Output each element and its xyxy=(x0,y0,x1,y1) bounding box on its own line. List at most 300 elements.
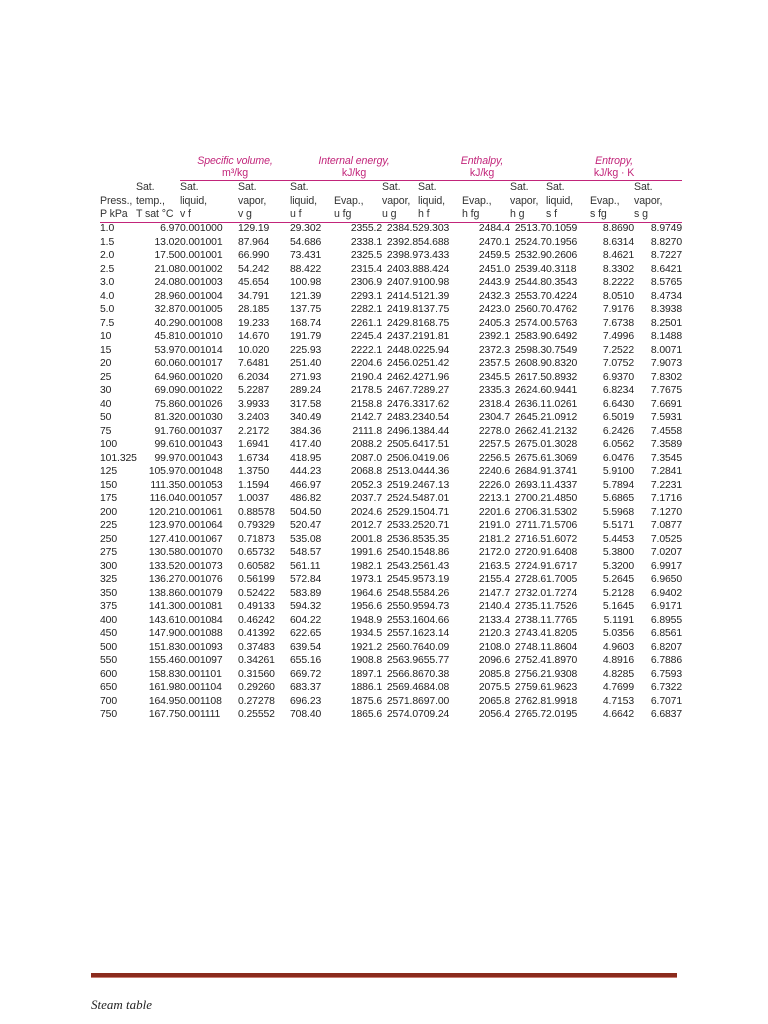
cell-sf: 1.2132 xyxy=(546,425,578,437)
cell-vf: 0.001037 xyxy=(180,425,223,437)
cell-ufg: 2068.8 xyxy=(350,466,382,478)
cell-hf: 520.71 xyxy=(418,520,450,532)
cell-p: 250 xyxy=(100,533,118,545)
table-row xyxy=(100,628,682,642)
cell-vg: 3.2403 xyxy=(238,412,270,424)
cell-uf: 622.65 xyxy=(290,628,322,640)
cell-hg: 2624.6 xyxy=(514,385,547,397)
cell-ufg: 2245.4 xyxy=(350,331,382,343)
cell-sf: 1.8205 xyxy=(546,628,578,640)
cell-sf: 0.5763 xyxy=(546,317,578,329)
cell-sfg: 5.3800 xyxy=(602,547,635,559)
cell-sg: 6.6837 xyxy=(650,709,683,721)
cell-vf: 0.001004 xyxy=(180,290,223,302)
cell-vg: 0.27278 xyxy=(238,695,275,707)
cell-hg: 2539.4 xyxy=(514,263,547,275)
cell-sg: 7.0525 xyxy=(650,533,683,545)
cell-t: 120.21 xyxy=(148,506,180,518)
cell-sf: 0.3543 xyxy=(546,277,578,289)
cell-ufg: 1982.1 xyxy=(350,560,382,572)
cell-ug: 2513.0 xyxy=(386,466,419,478)
table-row xyxy=(100,398,682,412)
cell-sf: 1.6072 xyxy=(546,533,578,545)
cell-ug: 2384.5 xyxy=(386,223,419,235)
cell-t: 105.97 xyxy=(148,466,180,478)
cell-t: 32.87 xyxy=(154,304,180,316)
cell-ufg: 2012.7 xyxy=(350,520,382,532)
cell-p: 125 xyxy=(100,466,118,478)
table-row xyxy=(100,385,682,399)
cell-hfg: 2133.4 xyxy=(478,614,511,626)
table-row xyxy=(100,601,682,615)
cell-vf: 0.001014 xyxy=(180,344,223,356)
internal-energy-header xyxy=(290,155,418,181)
cell-sf: 0.7549 xyxy=(546,344,578,356)
cell-uf: 520.47 xyxy=(290,520,322,532)
cell-vg: 0.37483 xyxy=(238,641,275,653)
cell-ufg: 1973.1 xyxy=(350,574,382,586)
cell-sfg: 7.6738 xyxy=(602,317,635,329)
cell-ufg: 1991.6 xyxy=(350,547,382,559)
cell-p: 1.0 xyxy=(100,223,115,235)
cell-ufg: 1908.8 xyxy=(350,655,382,667)
cell-t: 147.90 xyxy=(148,628,180,640)
cell-t: 99.97 xyxy=(154,452,180,464)
column-header-line: Sat. xyxy=(546,181,565,193)
cell-uf: 289.24 xyxy=(290,385,322,397)
cell-ufg: 2261.1 xyxy=(350,317,382,329)
cell-t: 53.97 xyxy=(154,344,180,356)
column-header-vg xyxy=(238,181,290,222)
cell-ug: 2536.8 xyxy=(386,533,419,545)
cell-ufg: 2037.7 xyxy=(350,493,382,505)
cell-sf: 1.5302 xyxy=(546,506,578,518)
cell-vf: 0.001008 xyxy=(180,317,223,329)
column-header-line: u f xyxy=(290,208,302,220)
cell-hfg: 2257.5 xyxy=(478,439,511,451)
cell-vf: 0.001088 xyxy=(180,628,223,640)
cell-vf: 0.001101 xyxy=(180,668,222,680)
cell-uf: 669.72 xyxy=(290,668,322,680)
cell-p: 10 xyxy=(100,331,112,343)
cell-hfg: 2056.4 xyxy=(478,709,511,721)
cell-uf: 583.89 xyxy=(290,587,322,599)
cell-sf: 0.8320 xyxy=(546,358,578,370)
cell-sf: 1.6717 xyxy=(546,560,578,572)
cell-ufg: 2306.9 xyxy=(350,277,382,289)
cell-ufg: 2204.6 xyxy=(350,358,382,370)
cell-vf: 0.001017 xyxy=(180,358,223,370)
cell-sf: 1.3069 xyxy=(546,452,578,464)
table-body xyxy=(100,222,682,722)
cell-hf: 604.66 xyxy=(418,614,450,626)
column-header-line: vapor, xyxy=(510,194,539,207)
column-header-sfg xyxy=(590,181,634,222)
cell-vf: 0.001053 xyxy=(180,479,223,491)
cell-ug: 2398.9 xyxy=(386,250,419,262)
table-row xyxy=(100,520,682,534)
cell-vf: 0.001022 xyxy=(180,385,223,397)
cell-sg: 7.2841 xyxy=(650,466,683,478)
cell-sfg: 7.9176 xyxy=(602,304,635,316)
cell-sf: 0.2606 xyxy=(546,250,578,262)
cell-vg: 34.791 xyxy=(238,290,270,302)
cell-ufg: 2024.6 xyxy=(350,506,382,518)
cell-ug: 2506.0 xyxy=(386,452,419,464)
cell-ug: 2524.5 xyxy=(386,493,419,505)
cell-p: 4.0 xyxy=(100,290,115,302)
cell-vg: 0.34261 xyxy=(238,655,275,667)
cell-sg: 6.9650 xyxy=(650,574,683,586)
cell-ug: 2563.9 xyxy=(386,655,419,667)
cell-uf: 535.08 xyxy=(290,533,322,545)
cell-hfg: 2096.6 xyxy=(478,655,511,667)
cell-sf: 0.1956 xyxy=(546,236,578,248)
cell-t: 69.09 xyxy=(154,385,180,397)
column-header-line: s f xyxy=(546,208,557,220)
cell-hg: 2711.7 xyxy=(515,520,547,532)
cell-hf: 419.06 xyxy=(418,452,450,464)
cell-ufg: 2142.7 xyxy=(350,412,382,424)
cell-vf: 0.001030 xyxy=(180,412,223,424)
cell-uf: 271.93 xyxy=(290,371,322,383)
cell-p: 225 xyxy=(100,520,118,532)
cell-ufg: 1886.1 xyxy=(350,682,382,694)
cell-vf: 0.001000 xyxy=(180,223,223,235)
cell-uf: 655.16 xyxy=(290,655,322,667)
cell-uf: 639.54 xyxy=(290,641,322,653)
internal-energy-unit: kJ/kg xyxy=(341,167,367,179)
cell-sfg: 6.9370 xyxy=(602,371,635,383)
cell-hf: 271.96 xyxy=(418,371,450,383)
cell-t: 91.76 xyxy=(154,425,180,437)
cell-t: 136.27 xyxy=(148,574,180,586)
cell-hf: 535.35 xyxy=(418,533,450,545)
cell-hfg: 2423.0 xyxy=(478,304,511,316)
column-header-ufg xyxy=(334,181,382,222)
cell-sf: 1.3741 xyxy=(546,466,578,478)
cell-hf: 251.42 xyxy=(418,358,450,370)
table-row xyxy=(100,533,682,547)
cell-uf: 251.40 xyxy=(290,358,322,370)
cell-uf: 88.422 xyxy=(290,263,322,275)
cell-hg: 2735.1 xyxy=(514,601,547,613)
cell-ufg: 1934.5 xyxy=(350,628,382,640)
table-row xyxy=(100,587,682,601)
table-row xyxy=(100,263,682,277)
cell-uf: 696.23 xyxy=(290,695,322,707)
cell-sf: 1.5706 xyxy=(546,520,578,532)
cell-uf: 340.49 xyxy=(290,412,322,424)
column-header-line: liquid, xyxy=(290,194,317,207)
cell-ug: 2560.7 xyxy=(386,641,419,653)
cell-sfg: 8.6314 xyxy=(602,236,635,248)
column-header-line: vapor, xyxy=(634,194,663,207)
cell-uf: 561.11 xyxy=(290,560,321,572)
cell-ug: 2574.0 xyxy=(386,709,419,721)
column-header-uf xyxy=(290,181,334,222)
cell-hf: 29.303 xyxy=(418,223,450,235)
specific-volume-unit: m³/kg xyxy=(222,167,248,179)
cell-hf: 504.71 xyxy=(418,506,450,518)
cell-hf: 88.424 xyxy=(418,263,450,275)
cell-sfg: 8.4621 xyxy=(602,250,635,262)
cell-t: 6.97 xyxy=(160,223,180,235)
enthalpy-unit: kJ/kg xyxy=(469,167,495,179)
cell-vg: 0.52422 xyxy=(238,587,275,599)
cell-hf: 573.19 xyxy=(418,574,450,586)
cell-uf: 683.37 xyxy=(290,682,322,694)
cell-ug: 2483.2 xyxy=(386,412,419,424)
cell-hfg: 2470.1 xyxy=(478,236,511,248)
cell-hf: 225.94 xyxy=(418,344,450,356)
enthalpy-header xyxy=(418,155,546,181)
cell-t: 64.96 xyxy=(154,371,180,383)
column-header-ug xyxy=(382,181,418,222)
cell-vf: 0.001093 xyxy=(180,641,223,653)
cell-ug: 2496.1 xyxy=(386,425,419,437)
specific-volume-title: Specific volume, xyxy=(197,155,273,167)
cell-ufg: 1875.6 xyxy=(350,695,382,707)
cell-t: 130.58 xyxy=(148,547,180,559)
cell-uf: 604.22 xyxy=(290,614,322,626)
cell-sfg: 5.1191 xyxy=(603,614,635,626)
cell-ug: 2557.1 xyxy=(386,628,419,640)
cell-t: 99.61 xyxy=(154,439,180,451)
cell-vg: 0.56199 xyxy=(238,574,275,586)
table-row xyxy=(100,250,682,264)
cell-sg: 6.7322 xyxy=(650,682,683,694)
cell-sg: 8.1488 xyxy=(650,331,683,343)
cell-sfg: 6.0562 xyxy=(602,439,635,451)
column-header-line xyxy=(590,181,634,195)
cell-p: 101.325 xyxy=(100,452,137,464)
table-row xyxy=(100,439,682,453)
cell-sg: 8.4734 xyxy=(650,290,683,302)
column-header-line: h f xyxy=(418,208,430,220)
cell-hg: 2724.9 xyxy=(514,560,547,572)
cell-t: 21.08 xyxy=(154,263,180,275)
cell-t: 28.96 xyxy=(154,290,180,302)
table-row xyxy=(100,371,682,385)
cell-p: 150 xyxy=(100,479,118,491)
cell-vg: 3.9933 xyxy=(238,398,270,410)
entropy-title: Entropy, xyxy=(595,155,633,167)
cell-ufg: 1948.9 xyxy=(350,614,382,626)
table-row xyxy=(100,425,682,439)
cell-sf: 1.7274 xyxy=(546,587,578,599)
cell-sg: 7.3589 xyxy=(650,439,683,451)
cell-vf: 0.001043 xyxy=(180,439,223,451)
cell-hf: 561.43 xyxy=(418,560,450,572)
cell-hf: 289.27 xyxy=(418,385,450,397)
cell-hg: 2684.9 xyxy=(514,466,547,478)
cell-hfg: 2075.5 xyxy=(478,682,511,694)
column-header-t xyxy=(136,181,180,222)
cell-sf: 1.7765 xyxy=(546,614,578,626)
table-row xyxy=(100,304,682,318)
cell-sfg: 8.8690 xyxy=(602,223,635,235)
cell-hf: 54.688 xyxy=(418,236,450,248)
column-header-line: v g xyxy=(238,208,252,220)
cell-hfg: 2451.0 xyxy=(478,263,511,275)
cell-sg: 6.7886 xyxy=(650,655,683,667)
cell-hg: 2617.5 xyxy=(514,371,547,383)
column-header-hg xyxy=(510,181,546,222)
cell-hg: 2716.5 xyxy=(514,533,547,545)
table-row xyxy=(100,614,682,628)
cell-t: 161.98 xyxy=(148,682,180,694)
table-row xyxy=(100,479,682,493)
cell-vg: 87.964 xyxy=(238,236,270,248)
cell-sg: 8.2501 xyxy=(650,317,683,329)
cell-vg: 28.185 xyxy=(238,304,270,316)
column-header-line: liquid, xyxy=(180,194,207,207)
cell-ug: 2533.2 xyxy=(386,520,419,532)
table-row xyxy=(100,452,682,466)
cell-sf: 0.6492 xyxy=(546,331,578,343)
cell-ufg: 1897.1 xyxy=(350,668,382,680)
column-header-line: Evap., xyxy=(590,194,620,207)
cell-sf: 1.3028 xyxy=(546,439,578,451)
cell-sg: 8.7227 xyxy=(650,250,683,262)
cell-sfg: 5.2128 xyxy=(602,587,635,599)
cell-ufg: 2190.4 xyxy=(350,371,382,383)
cell-p: 3.0 xyxy=(100,277,115,289)
cell-p: 175 xyxy=(100,493,118,505)
cell-sg: 7.2231 xyxy=(650,479,683,491)
cell-sg: 7.0877 xyxy=(650,520,683,532)
cell-ug: 2448.0 xyxy=(386,344,419,356)
cell-hg: 2693.1 xyxy=(514,479,547,491)
cell-hfg: 2345.5 xyxy=(478,371,511,383)
cell-t: 123.97 xyxy=(148,520,180,532)
cell-ug: 2529.1 xyxy=(386,506,419,518)
cell-ufg: 2355.2 xyxy=(350,223,382,235)
cell-p: 25 xyxy=(100,371,112,383)
cell-t: 75.86 xyxy=(154,398,180,410)
cell-hf: 317.62 xyxy=(418,398,450,410)
cell-hg: 2574.0 xyxy=(514,317,547,329)
cell-hfg: 2155.4 xyxy=(478,574,511,586)
cell-vg: 45.654 xyxy=(238,277,270,289)
cell-t: 141.30 xyxy=(148,601,180,613)
cell-sfg: 6.6430 xyxy=(602,398,635,410)
cell-vg: 0.41392 xyxy=(238,628,275,640)
cell-uf: 384.36 xyxy=(290,425,322,437)
cell-ug: 2548.5 xyxy=(386,587,419,599)
cell-ug: 2403.8 xyxy=(386,263,419,275)
cell-ug: 2429.8 xyxy=(386,317,419,329)
cell-t: 116.04 xyxy=(149,493,180,505)
cell-sf: 1.8604 xyxy=(546,641,578,653)
cell-hg: 2765.7 xyxy=(514,709,547,721)
cell-p: 700 xyxy=(100,695,118,707)
cell-uf: 317.58 xyxy=(290,398,322,410)
cell-hf: 655.77 xyxy=(418,655,450,667)
cell-t: 143.61 xyxy=(148,614,180,626)
entropy-header xyxy=(546,155,682,181)
cell-sg: 7.0207 xyxy=(650,547,683,559)
cell-hg: 2608.9 xyxy=(514,358,547,370)
column-header-line: Sat. xyxy=(180,181,199,193)
cell-p: 1.5 xyxy=(100,236,115,248)
cell-hf: 191.81 xyxy=(418,331,450,343)
table-row xyxy=(100,641,682,655)
cell-p: 350 xyxy=(100,587,118,599)
cell-vf: 0.001104 xyxy=(180,682,222,694)
cell-sf: 1.8970 xyxy=(546,655,578,667)
group-header-row xyxy=(100,155,682,181)
cell-t: 40.29 xyxy=(154,317,180,329)
cell-vg: 0.88578 xyxy=(238,506,275,518)
cell-vf: 0.001073 xyxy=(180,560,223,572)
table-row xyxy=(100,709,682,723)
cell-sg: 8.0071 xyxy=(650,344,683,356)
cell-hfg: 2318.4 xyxy=(478,398,511,410)
cell-ufg: 2325.5 xyxy=(350,250,382,262)
column-header-line xyxy=(462,181,510,195)
cell-p: 7.5 xyxy=(100,317,115,329)
cell-uf: 137.75 xyxy=(290,304,322,316)
cell-sfg: 5.7894 xyxy=(602,479,635,491)
cell-vg: 54.242 xyxy=(238,263,270,275)
cell-vg: 1.3750 xyxy=(238,466,270,478)
cell-ug: 2553.1 xyxy=(386,614,419,626)
column-header-line: vapor, xyxy=(238,194,267,207)
cell-hfg: 2181.2 xyxy=(478,533,511,545)
cell-ug: 2543.2 xyxy=(386,560,419,572)
cell-t: 127.41 xyxy=(148,533,180,545)
cell-ug: 2392.8 xyxy=(386,236,419,248)
cell-vg: 0.29260 xyxy=(238,682,275,694)
cell-hg: 2532.9 xyxy=(514,250,547,262)
cell-t: 138.86 xyxy=(148,587,180,599)
cell-sg: 8.3938 xyxy=(650,304,683,316)
cell-sg: 6.8955 xyxy=(650,614,683,626)
cell-ug: 2519.2 xyxy=(386,479,419,491)
cell-hf: 640.09 xyxy=(418,641,450,653)
cell-ufg: 2338.1 xyxy=(350,236,382,248)
cell-hfg: 2278.0 xyxy=(478,425,511,437)
table-row xyxy=(100,331,682,345)
cell-vf: 0.001061 xyxy=(180,506,223,518)
cell-t: 60.06 xyxy=(154,358,180,370)
cell-p: 2.0 xyxy=(100,250,115,262)
cell-sg: 6.8207 xyxy=(650,641,683,653)
enthalpy-title: Enthalpy, xyxy=(460,155,504,167)
column-header-line: h g xyxy=(510,208,525,220)
cell-hf: 684.08 xyxy=(418,682,450,694)
column-header-line: liquid, xyxy=(418,194,446,207)
cell-uf: 708.40 xyxy=(290,709,322,721)
cell-sf: 1.0261 xyxy=(546,398,578,410)
cell-ufg: 2282.1 xyxy=(350,304,382,316)
cell-uf: 73.431 xyxy=(290,250,322,262)
cell-vg: 19.233 xyxy=(238,317,270,329)
cell-hfg: 2201.6 xyxy=(478,506,511,518)
cell-hg: 2762.8 xyxy=(514,695,547,707)
cell-sf: 1.9918 xyxy=(546,695,578,707)
cell-vf: 0.001057 xyxy=(180,493,223,505)
cell-hg: 2748.1 xyxy=(514,641,547,653)
cell-sf: 0.9441 xyxy=(546,385,578,397)
cell-p: 100 xyxy=(100,439,118,451)
cell-hg: 2560.7 xyxy=(514,304,547,316)
cell-hf: 623.14 xyxy=(418,628,450,640)
column-header-line: v f xyxy=(180,208,191,220)
cell-p: 375 xyxy=(100,601,118,613)
